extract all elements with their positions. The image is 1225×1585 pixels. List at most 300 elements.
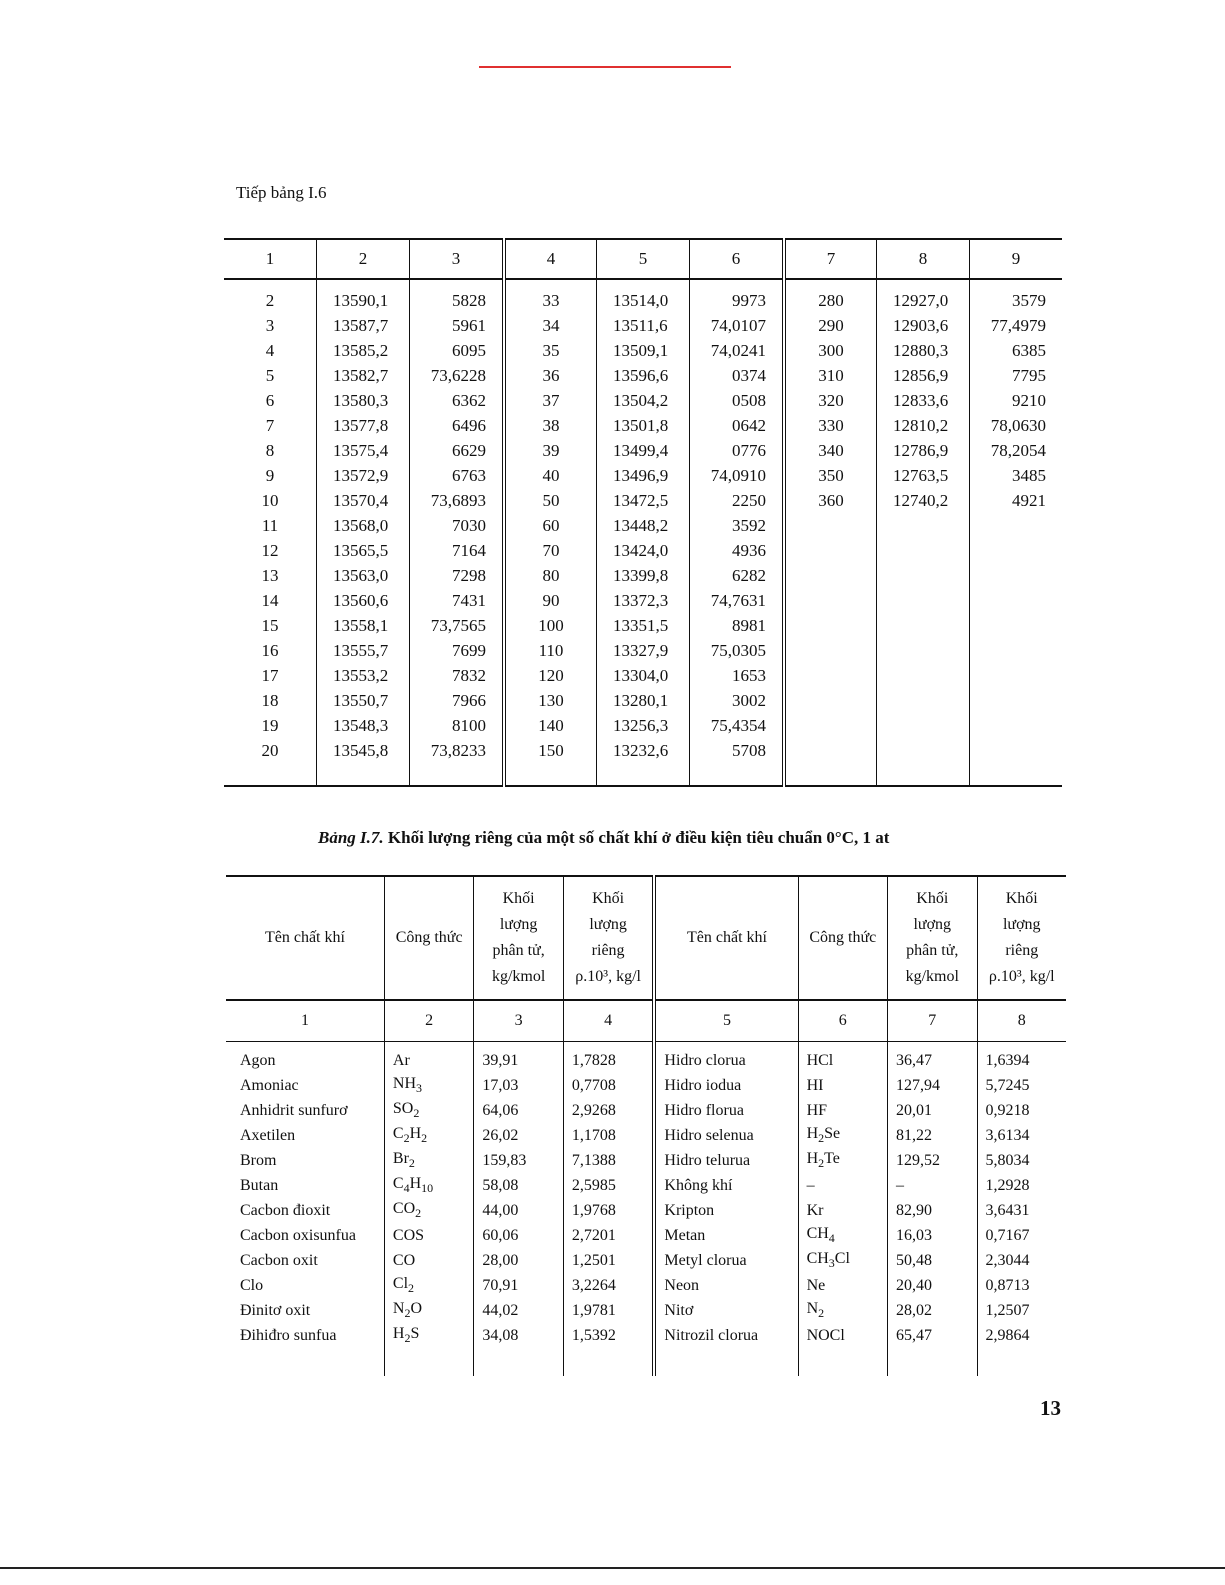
table-cell: 150: [504, 738, 597, 763]
table-cell: 0776: [690, 438, 785, 463]
table-cell: 13596,6: [597, 363, 690, 388]
formula-cell: $N_2$: [798, 1298, 887, 1323]
table-cell: 3485: [970, 463, 1063, 488]
table-cell: 7298: [410, 563, 505, 588]
col-number: 3: [474, 1000, 563, 1042]
formula-cell: $H_2Te$: [798, 1148, 887, 1173]
header-density-2: Khối lượng riêng ρ.10³, kg/l: [977, 876, 1066, 1000]
table-cell: 6763: [410, 463, 505, 488]
formula-cell: $CH_4$: [798, 1223, 887, 1248]
table-cell: 13472,5: [597, 488, 690, 513]
table-cell: Nitrozil clorua: [654, 1323, 798, 1348]
table-cell: 17,03: [474, 1073, 563, 1098]
table-cell: [877, 688, 970, 713]
table-cell: 75,0305: [690, 638, 785, 663]
formula-cell: $C_2H_2$: [384, 1123, 473, 1148]
page-number: 13: [1040, 1396, 1061, 1420]
header-molar-mass-2: Khối lượng phân tử, kg/kmol: [888, 876, 977, 1000]
table-cell: Không khí: [654, 1173, 798, 1198]
table-cell: Brom: [240, 1151, 277, 1169]
table-cell: Agon: [240, 1051, 276, 1069]
table-cell: 0508: [690, 388, 785, 413]
table-row: [224, 688, 1062, 713]
table-cell: 34,08: [474, 1323, 563, 1348]
table-cell: [877, 738, 970, 763]
formula-cell: $CH_3Cl$: [798, 1248, 887, 1273]
table-cell: Metan: [654, 1223, 798, 1248]
table-cell: 80: [504, 563, 597, 588]
caption-text: Khối lượng riêng của một số chất khí ở điều kiện tiêu chuẩn 0°C, 1 at: [387, 828, 890, 847]
table-cell: 12786,9: [877, 438, 970, 463]
table-cell: 13399,8: [597, 563, 690, 588]
table-cell: 1653: [690, 663, 785, 688]
table-cell: 12927,0: [877, 279, 970, 313]
table-cell: [784, 513, 877, 538]
table-row: [226, 1223, 1066, 1248]
table-cell: 13496,9: [597, 463, 690, 488]
table-cell: 320: [784, 388, 877, 413]
table-cell: Anhidrit sunfurơ: [240, 1101, 348, 1119]
formula-cell: COS: [384, 1223, 473, 1248]
table-cell: Axetilen: [240, 1126, 296, 1144]
table-cell: 20: [261, 740, 279, 760]
table-cell: 13327,9: [597, 638, 690, 663]
table-cell: Nitơ: [654, 1298, 798, 1323]
table-cell: 13565,5: [317, 538, 410, 563]
table-cell: 6095: [410, 338, 505, 363]
table-cell: 28,02: [888, 1298, 977, 1323]
table-cell: 6: [265, 390, 275, 410]
table-cell: 4936: [690, 538, 785, 563]
table-row: [226, 1148, 1066, 1173]
table-row: [226, 1248, 1066, 1273]
table-cell: Clo: [240, 1276, 264, 1294]
table-cell: [877, 513, 970, 538]
formula-cell: $C_4H_{10}$: [384, 1173, 473, 1198]
table-cell: 7795: [970, 363, 1063, 388]
column-number-row: [226, 1000, 1066, 1042]
table-cell: 1,2501: [563, 1248, 654, 1273]
table-cell: 16: [261, 640, 279, 660]
top-red-line: [479, 66, 731, 68]
col-number: 2: [384, 1000, 473, 1042]
table-1-7-caption: [318, 828, 889, 848]
formula-cell: $CO_2$: [384, 1198, 473, 1223]
table-spacer-row: [224, 763, 1062, 786]
table-cell: 12856,9: [877, 363, 970, 388]
table-cell: 5708: [690, 738, 785, 763]
table-cell: 5: [265, 365, 275, 385]
table-cell: 3592: [690, 513, 785, 538]
table-cell: 6496: [410, 413, 505, 438]
table-row: [224, 713, 1062, 738]
table-cell: 5,7245: [977, 1073, 1066, 1098]
col-header: 3: [410, 239, 505, 279]
table-cell: Hidro iodua: [654, 1073, 798, 1098]
table-cell: 13585,2: [317, 338, 410, 363]
table-row: [224, 513, 1062, 538]
table-cell: 20,40: [888, 1273, 977, 1298]
table-cell: 100: [504, 613, 597, 638]
table-cell: 13545,8: [317, 738, 410, 763]
table-cell: 36,47: [888, 1042, 977, 1074]
table-cell: 12880,3: [877, 338, 970, 363]
table-cell: 7832: [410, 663, 505, 688]
table-cell: [784, 688, 877, 713]
table-cell: 120: [504, 663, 597, 688]
table-row: [224, 663, 1062, 688]
table-cell: [877, 638, 970, 663]
table-cell: Neon: [654, 1273, 798, 1298]
header-formula: Công thức: [384, 876, 473, 1000]
table-cell: 2,9864: [977, 1323, 1066, 1348]
col-header: 2: [317, 239, 410, 279]
table-cell: 28,00: [474, 1248, 563, 1273]
table-cell: 5961: [410, 313, 505, 338]
table-cell: 13351,5: [597, 613, 690, 638]
table-cell: 7164: [410, 538, 505, 563]
table-cell: 5,8034: [977, 1148, 1066, 1173]
table-cell: 0,9218: [977, 1098, 1066, 1123]
table-cell: 13590,1: [317, 279, 410, 313]
table-cell: [784, 663, 877, 688]
table-row: [224, 613, 1062, 638]
table-cell: 50,48: [888, 1248, 977, 1273]
table-cell: [877, 663, 970, 688]
table-row: [224, 413, 1062, 438]
table-cell: Đinitơ oxit: [240, 1301, 311, 1319]
bottom-border-line: [0, 1567, 1225, 1569]
table-cell: 60: [504, 513, 597, 538]
table-cell: 13553,2: [317, 663, 410, 688]
continued-table-label: Tiếp bảng I.6: [236, 183, 327, 202]
formula-cell: CO: [384, 1248, 473, 1273]
table-cell: 3,2264: [563, 1273, 654, 1298]
table-cell: 7699: [410, 638, 505, 663]
header-molar-mass: Khối lượng phân tử, kg/kmol: [474, 876, 563, 1000]
table-cell: 13372,3: [597, 588, 690, 613]
table-1-7-gas-density: [226, 875, 1066, 1376]
col-header: 9: [970, 239, 1063, 279]
table-cell: 8: [265, 440, 275, 460]
table-cell: [784, 538, 877, 563]
table-cell: [784, 563, 877, 588]
table-cell: 13424,0: [597, 538, 690, 563]
table-cell: 129,52: [888, 1148, 977, 1173]
table-cell: 74,7631: [690, 588, 785, 613]
table-cell: 36: [504, 363, 597, 388]
table-row: [224, 438, 1062, 463]
table-cell: 73,6228: [410, 363, 505, 388]
table-row: [226, 1073, 1066, 1098]
table-cell: 13587,7: [317, 313, 410, 338]
table-row: [224, 363, 1062, 388]
table-cell: Kripton: [654, 1198, 798, 1223]
table-cell: 82,90: [888, 1198, 977, 1223]
table-cell: 33: [504, 279, 597, 313]
col-header: 7: [784, 239, 877, 279]
table-row: [226, 1298, 1066, 1323]
table-cell: Cacbon đioxit: [240, 1201, 331, 1219]
header-name: Tên chất khí: [226, 876, 384, 1000]
formula-cell: $H_2S$: [384, 1323, 473, 1348]
table-cell: 13580,3: [317, 388, 410, 413]
col-number: 6: [798, 1000, 887, 1042]
table-header-row: [226, 876, 1066, 1000]
table-cell: 0374: [690, 363, 785, 388]
table-row: [226, 1173, 1066, 1198]
table-cell: 13: [261, 565, 279, 585]
formula-cell: –: [798, 1173, 887, 1198]
formula-cell: $Br_2$: [384, 1148, 473, 1173]
table-cell: Cacbon oxit: [240, 1251, 318, 1269]
table-cell: Amoniac: [240, 1076, 299, 1094]
table-cell: 3: [265, 315, 275, 335]
table-cell: 330: [784, 413, 877, 438]
table-cell: 3,6134: [977, 1123, 1066, 1148]
table-cell: 6629: [410, 438, 505, 463]
table-cell: 50: [504, 488, 597, 513]
table-cell: 13572,9: [317, 463, 410, 488]
formula-cell: $Cl_2$: [384, 1273, 473, 1298]
formula-cell: HF: [798, 1098, 887, 1123]
table-cell: 13511,6: [597, 313, 690, 338]
table-cell: 14: [261, 590, 279, 610]
table-cell: [970, 513, 1063, 538]
table-cell: 13232,6: [597, 738, 690, 763]
table-row: [224, 338, 1062, 363]
table-cell: 127,94: [888, 1073, 977, 1098]
table-cell: 7,1388: [563, 1148, 654, 1173]
table-cell: Metyl clorua: [654, 1248, 798, 1273]
table-cell: –: [888, 1173, 977, 1198]
formula-cell: $SO_2$: [384, 1098, 473, 1123]
table-row: [224, 388, 1062, 413]
table-cell: 350: [784, 463, 877, 488]
table-cell: 1,7828: [563, 1042, 654, 1074]
table-cell: 73,7565: [410, 613, 505, 638]
header-name-2: Tên chất khí: [654, 876, 798, 1000]
col-number: 4: [563, 1000, 654, 1042]
table-cell: 34: [504, 313, 597, 338]
table-cell: 10: [261, 490, 279, 510]
table-row: [224, 313, 1062, 338]
table-cell: 44,00: [474, 1198, 563, 1223]
table-cell: 2250: [690, 488, 785, 513]
table-cell: 40: [504, 463, 597, 488]
table-cell: [970, 738, 1063, 763]
table-cell: [877, 563, 970, 588]
table-cell: 1,1708: [563, 1123, 654, 1148]
formula-cell: $N_2O$: [384, 1298, 473, 1323]
table-cell: [784, 613, 877, 638]
table-cell: 15: [261, 615, 279, 635]
table-cell: 58,08: [474, 1173, 563, 1198]
table-cell: 78,2054: [970, 438, 1063, 463]
table-cell: 1,5392: [563, 1323, 654, 1348]
header-formula-2: Công thức: [798, 876, 887, 1000]
table-cell: 70: [504, 538, 597, 563]
col-header: 4: [504, 239, 597, 279]
table-row: [224, 638, 1062, 663]
table-cell: 13577,8: [317, 413, 410, 438]
table-cell: 13501,8: [597, 413, 690, 438]
table-cell: 0,7708: [563, 1073, 654, 1098]
table-cell: 38: [504, 413, 597, 438]
table-cell: 19: [261, 715, 279, 735]
table-cell: 9973: [690, 279, 785, 313]
table-cell: 13256,3: [597, 713, 690, 738]
table-cell: 18: [261, 690, 279, 710]
table-cell: 340: [784, 438, 877, 463]
col-header: 8: [877, 239, 970, 279]
table-cell: [970, 638, 1063, 663]
table-cell: 13563,0: [317, 563, 410, 588]
table-cell: Hidro telurua: [654, 1148, 798, 1173]
table-cell: 2: [265, 290, 275, 310]
table-cell: 90: [504, 588, 597, 613]
table-cell: 3,6431: [977, 1198, 1066, 1223]
table-cell: [877, 538, 970, 563]
col-number: 5: [654, 1000, 798, 1042]
formula-cell: HCl: [798, 1042, 887, 1074]
table-spacer-row: [226, 1348, 1066, 1376]
table-cell: 280: [784, 279, 877, 313]
table-cell: [970, 713, 1063, 738]
table-cell: Đihiđro sunfua: [240, 1326, 337, 1344]
table-cell: 11: [261, 515, 279, 535]
table-cell: Hidro selenua: [654, 1123, 798, 1148]
col-header: 1: [224, 239, 317, 279]
table-cell: 12763,5: [877, 463, 970, 488]
table-cell: 1,9781: [563, 1298, 654, 1323]
table-cell: 130: [504, 688, 597, 713]
table-cell: 1,6394: [977, 1042, 1066, 1074]
table-cell: Cacbon oxisunfua: [240, 1226, 356, 1244]
table-cell: 110: [504, 638, 597, 663]
col-number: 1: [226, 1000, 384, 1042]
table-cell: 159,83: [474, 1148, 563, 1173]
table-cell: [970, 663, 1063, 688]
table-cell: 2,3044: [977, 1248, 1066, 1273]
col-number: 8: [977, 1000, 1066, 1042]
table-row: [224, 279, 1062, 313]
table-cell: 7030: [410, 513, 505, 538]
table-cell: 64,06: [474, 1098, 563, 1123]
table-cell: 6362: [410, 388, 505, 413]
table-cell: 60,06: [474, 1223, 563, 1248]
table-1-6-continued: [224, 238, 1062, 787]
table-cell: 6385: [970, 338, 1063, 363]
table-cell: [784, 588, 877, 613]
formula-cell: NOCl: [798, 1323, 887, 1348]
formula-cell: $H_2Se$: [798, 1123, 887, 1148]
table-cell: 9: [265, 465, 275, 485]
table-cell: 74,0910: [690, 463, 785, 488]
table-cell: 13504,2: [597, 388, 690, 413]
table-cell: 35: [504, 338, 597, 363]
table-cell: [877, 588, 970, 613]
table-cell: [970, 538, 1063, 563]
table-cell: 4: [265, 340, 275, 360]
table-cell: 13514,0: [597, 279, 690, 313]
table-cell: 44,02: [474, 1298, 563, 1323]
table-row: [226, 1323, 1066, 1348]
table-cell: 4921: [970, 488, 1063, 513]
table-row: [226, 1042, 1066, 1074]
table-cell: 70,91: [474, 1273, 563, 1298]
table-cell: 12810,2: [877, 413, 970, 438]
table-header-row: [224, 239, 1062, 279]
table-cell: 290: [784, 313, 877, 338]
table-cell: 13304,0: [597, 663, 690, 688]
table-row: [226, 1098, 1066, 1123]
table-cell: 39,91: [474, 1042, 563, 1074]
table-cell: [970, 688, 1063, 713]
table-cell: 5828: [410, 279, 505, 313]
table-cell: 1,2928: [977, 1173, 1066, 1198]
table-cell: 7966: [410, 688, 505, 713]
table-cell: 13499,4: [597, 438, 690, 463]
table-row: [224, 463, 1062, 488]
table-cell: 13558,1: [317, 613, 410, 638]
table-cell: 20,01: [888, 1098, 977, 1123]
table-cell: 13560,6: [317, 588, 410, 613]
table-cell: 17: [261, 665, 279, 685]
table-cell: 13568,0: [317, 513, 410, 538]
table-cell: 81,22: [888, 1123, 977, 1148]
table-row: [224, 563, 1062, 588]
table-cell: 37: [504, 388, 597, 413]
table-cell: 12: [261, 540, 279, 560]
table-cell: 13570,4: [317, 488, 410, 513]
table-cell: 13555,7: [317, 638, 410, 663]
table-cell: 360: [784, 488, 877, 513]
table-cell: 7431: [410, 588, 505, 613]
col-header: 6: [690, 239, 785, 279]
table-cell: 75,4354: [690, 713, 785, 738]
table-cell: 1,9768: [563, 1198, 654, 1223]
table-cell: 8100: [410, 713, 505, 738]
table-cell: 310: [784, 363, 877, 388]
table-cell: 26,02: [474, 1123, 563, 1148]
table-cell: 73,8233: [410, 738, 505, 763]
table-cell: 300: [784, 338, 877, 363]
formula-cell: HI: [798, 1073, 887, 1098]
table-cell: 2,9268: [563, 1098, 654, 1123]
table-cell: Hidro clorua: [654, 1042, 798, 1074]
table-row: [224, 488, 1062, 513]
table-cell: [784, 738, 877, 763]
table-cell: 12833,6: [877, 388, 970, 413]
table-cell: Butan: [240, 1176, 279, 1194]
table-cell: 2,7201: [563, 1223, 654, 1248]
table-cell: 13280,1: [597, 688, 690, 713]
table-cell: [970, 588, 1063, 613]
table-cell: 2,5985: [563, 1173, 654, 1198]
table-cell: [784, 638, 877, 663]
table-cell: 39: [504, 438, 597, 463]
table-cell: 7: [265, 415, 275, 435]
table-cell: 16,03: [888, 1223, 977, 1248]
col-header: 5: [597, 239, 690, 279]
table-cell: [970, 613, 1063, 638]
table-cell: 6282: [690, 563, 785, 588]
table-row: [224, 588, 1062, 613]
caption-prefix: Bảng I.7.: [318, 828, 384, 847]
table-cell: 8981: [690, 613, 785, 638]
table-cell: 140: [504, 713, 597, 738]
